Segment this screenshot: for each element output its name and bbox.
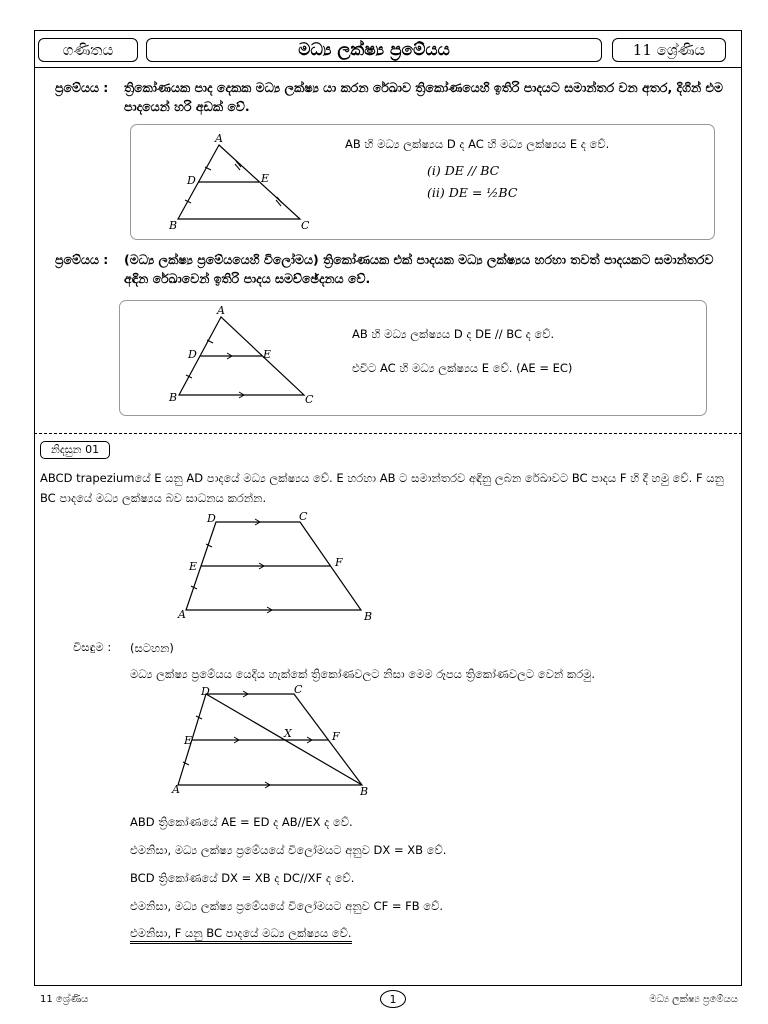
vertex-label-C: C <box>299 510 308 523</box>
vertex-label-B: B <box>169 391 178 404</box>
page-number: 1 <box>380 990 406 1008</box>
theorem1-item-1: (i) DE // BC <box>427 163 500 178</box>
vertex-label-A: A <box>215 132 223 145</box>
vertex-label-E: E <box>184 734 193 747</box>
theorem2-label: ප්‍රමේයය : <box>55 252 109 267</box>
section-divider <box>34 433 742 434</box>
solution-step-4: එමනිසා, මධ්‍ය ලක්ෂ්‍ය ප්‍රමේයයේ විලෝමයට අනුව CF = FB වේ. <box>130 899 444 913</box>
solution-conclusion <box>130 923 352 943</box>
theorem2-statement-2: එවිට AC හි මධ්‍ය ලක්ෂ්‍යය E වේ. (AE = EC) <box>352 361 573 375</box>
subject-label: ගණිතය <box>38 38 138 62</box>
vertex-label-D: D <box>207 512 216 525</box>
vertex-label-F: F <box>335 556 343 569</box>
solution-label: විසඳුම : <box>73 640 112 654</box>
vertex-label-X: X <box>284 727 292 740</box>
vertex-label-B: B <box>360 785 369 798</box>
vertex-label-B: B <box>364 610 373 623</box>
example-label: නිදසුන 01 <box>40 441 110 459</box>
vertex-label-E: E <box>261 172 270 185</box>
solution-note: (සටහන) <box>130 641 174 655</box>
vertex-label-A: A <box>217 304 225 317</box>
vertex-label-A: A <box>172 783 180 796</box>
theorem2-figure-box <box>119 300 707 416</box>
theorem1-statement: AB හි මධ්‍ය ලක්ෂ්‍යය D ද AC හි මධ්‍ය ලක්ෂ්‍යය E ද වේ. <box>345 137 610 151</box>
triangle-diagram-1 <box>161 131 311 233</box>
solution-intro: මධ්‍ය ලක්ෂ්‍ය ප්‍රමේයය යෙදිය හැක්කේ ත්‍රිකෝණවලට නිසා මෙම රූපය ත්‍රිකෝණවලට වෙන් කරමු. <box>130 667 596 681</box>
trapezium-diagonal-diagram <box>170 682 380 802</box>
solution-step-2: එමනිසා, මධ්‍ය ලක්ෂ්‍ය ප්‍රමේයයේ විලෝමයට අනුව DX = XB වේ. <box>130 843 447 857</box>
vertex-label-D: D <box>187 174 196 187</box>
conclusion-text: එමනිසා, F යනු BC පාදයේ මධ්‍ය ලක්ෂ්‍යය වේ. <box>130 926 352 944</box>
vertex-label-B: B <box>169 219 178 232</box>
footer-left: 11 ශ්‍රේණිය <box>40 994 89 1005</box>
theorem1-item-2: (ii) DE = ½BC <box>427 185 518 200</box>
solution-step-1: ABD ත්‍රිකෝණයේ AE = ED ද AB//EX ද වේ. <box>130 815 353 829</box>
theorem2-statement-1: AB හි මධ්‍ය ලක්ෂ්‍යය D ද DE // BC ද වේ. <box>352 327 555 341</box>
triangle-diagram-2 <box>165 303 315 407</box>
vertex-label-F: F <box>332 730 340 743</box>
vertex-label-E: E <box>263 348 272 361</box>
page-title: මධ්‍ය ලක්ෂ්‍ය ප්‍රමේයය <box>146 38 602 62</box>
header-divider <box>34 67 742 68</box>
vertex-label-C: C <box>294 683 303 696</box>
vertex-label-A: A <box>178 608 186 621</box>
theorem1-figure-box <box>130 124 715 240</box>
footer-right: මධ්‍ය ලක්ෂ්‍ය ප්‍රමේයය <box>649 994 738 1005</box>
vertex-label-E: E <box>189 560 198 573</box>
solution-step-3: BCD ත්‍රිකෝණයේ DX = XB ද DC//XF ද වේ. <box>130 871 355 885</box>
example-problem: ABCD trapeziumයේ E යනු AD පාදයේ මධ්‍ය ලක්ෂ්‍යය වේ. E හරහා AB ට සමාන්තරව අඳිනු ලබන රේඛාවට BC පාදය F හි දී හමු වේ. F යනු BC පාදයේ මධ්‍ය ලක්ෂ්‍යය බව සාධනය කරන්න. <box>40 471 724 505</box>
theorem1-label: ප්‍රමේයය : <box>55 80 109 95</box>
theorem2-text: (මධ්‍ය ලක්ෂ්‍ය ප්‍රමේයයෙහි විලෝමය) ත්‍රිකෝණයක එක් පාදයක මධ්‍ය ලක්ෂ්‍යය හරහා තවත් පාදයකට සමාන්තරව අඳින රේඛාවෙන් ඉතිරි පාදය සමච්ඡේදනය වේ. <box>124 252 714 286</box>
vertex-label-C: C <box>305 393 314 406</box>
theorem1-text: ත්‍රිකෝණයක පාද දෙකක මධ්‍ය ලක්ෂ්‍ය යා කරන රේඛාව ත්‍රිකෝණයෙහි ඉතිරි පාදයට සමාන්තර වන අතර, දිගින් එම පාදයෙන් හරි අඩක් වේ. <box>124 80 723 114</box>
vertex-label-D: D <box>201 685 210 698</box>
vertex-label-C: C <box>301 219 310 232</box>
vertex-label-D: D <box>188 348 197 361</box>
trapezium-diagram <box>175 508 375 624</box>
tick-mark <box>206 544 212 547</box>
grade-label: 11 ශ්‍රේණිය <box>612 38 726 62</box>
